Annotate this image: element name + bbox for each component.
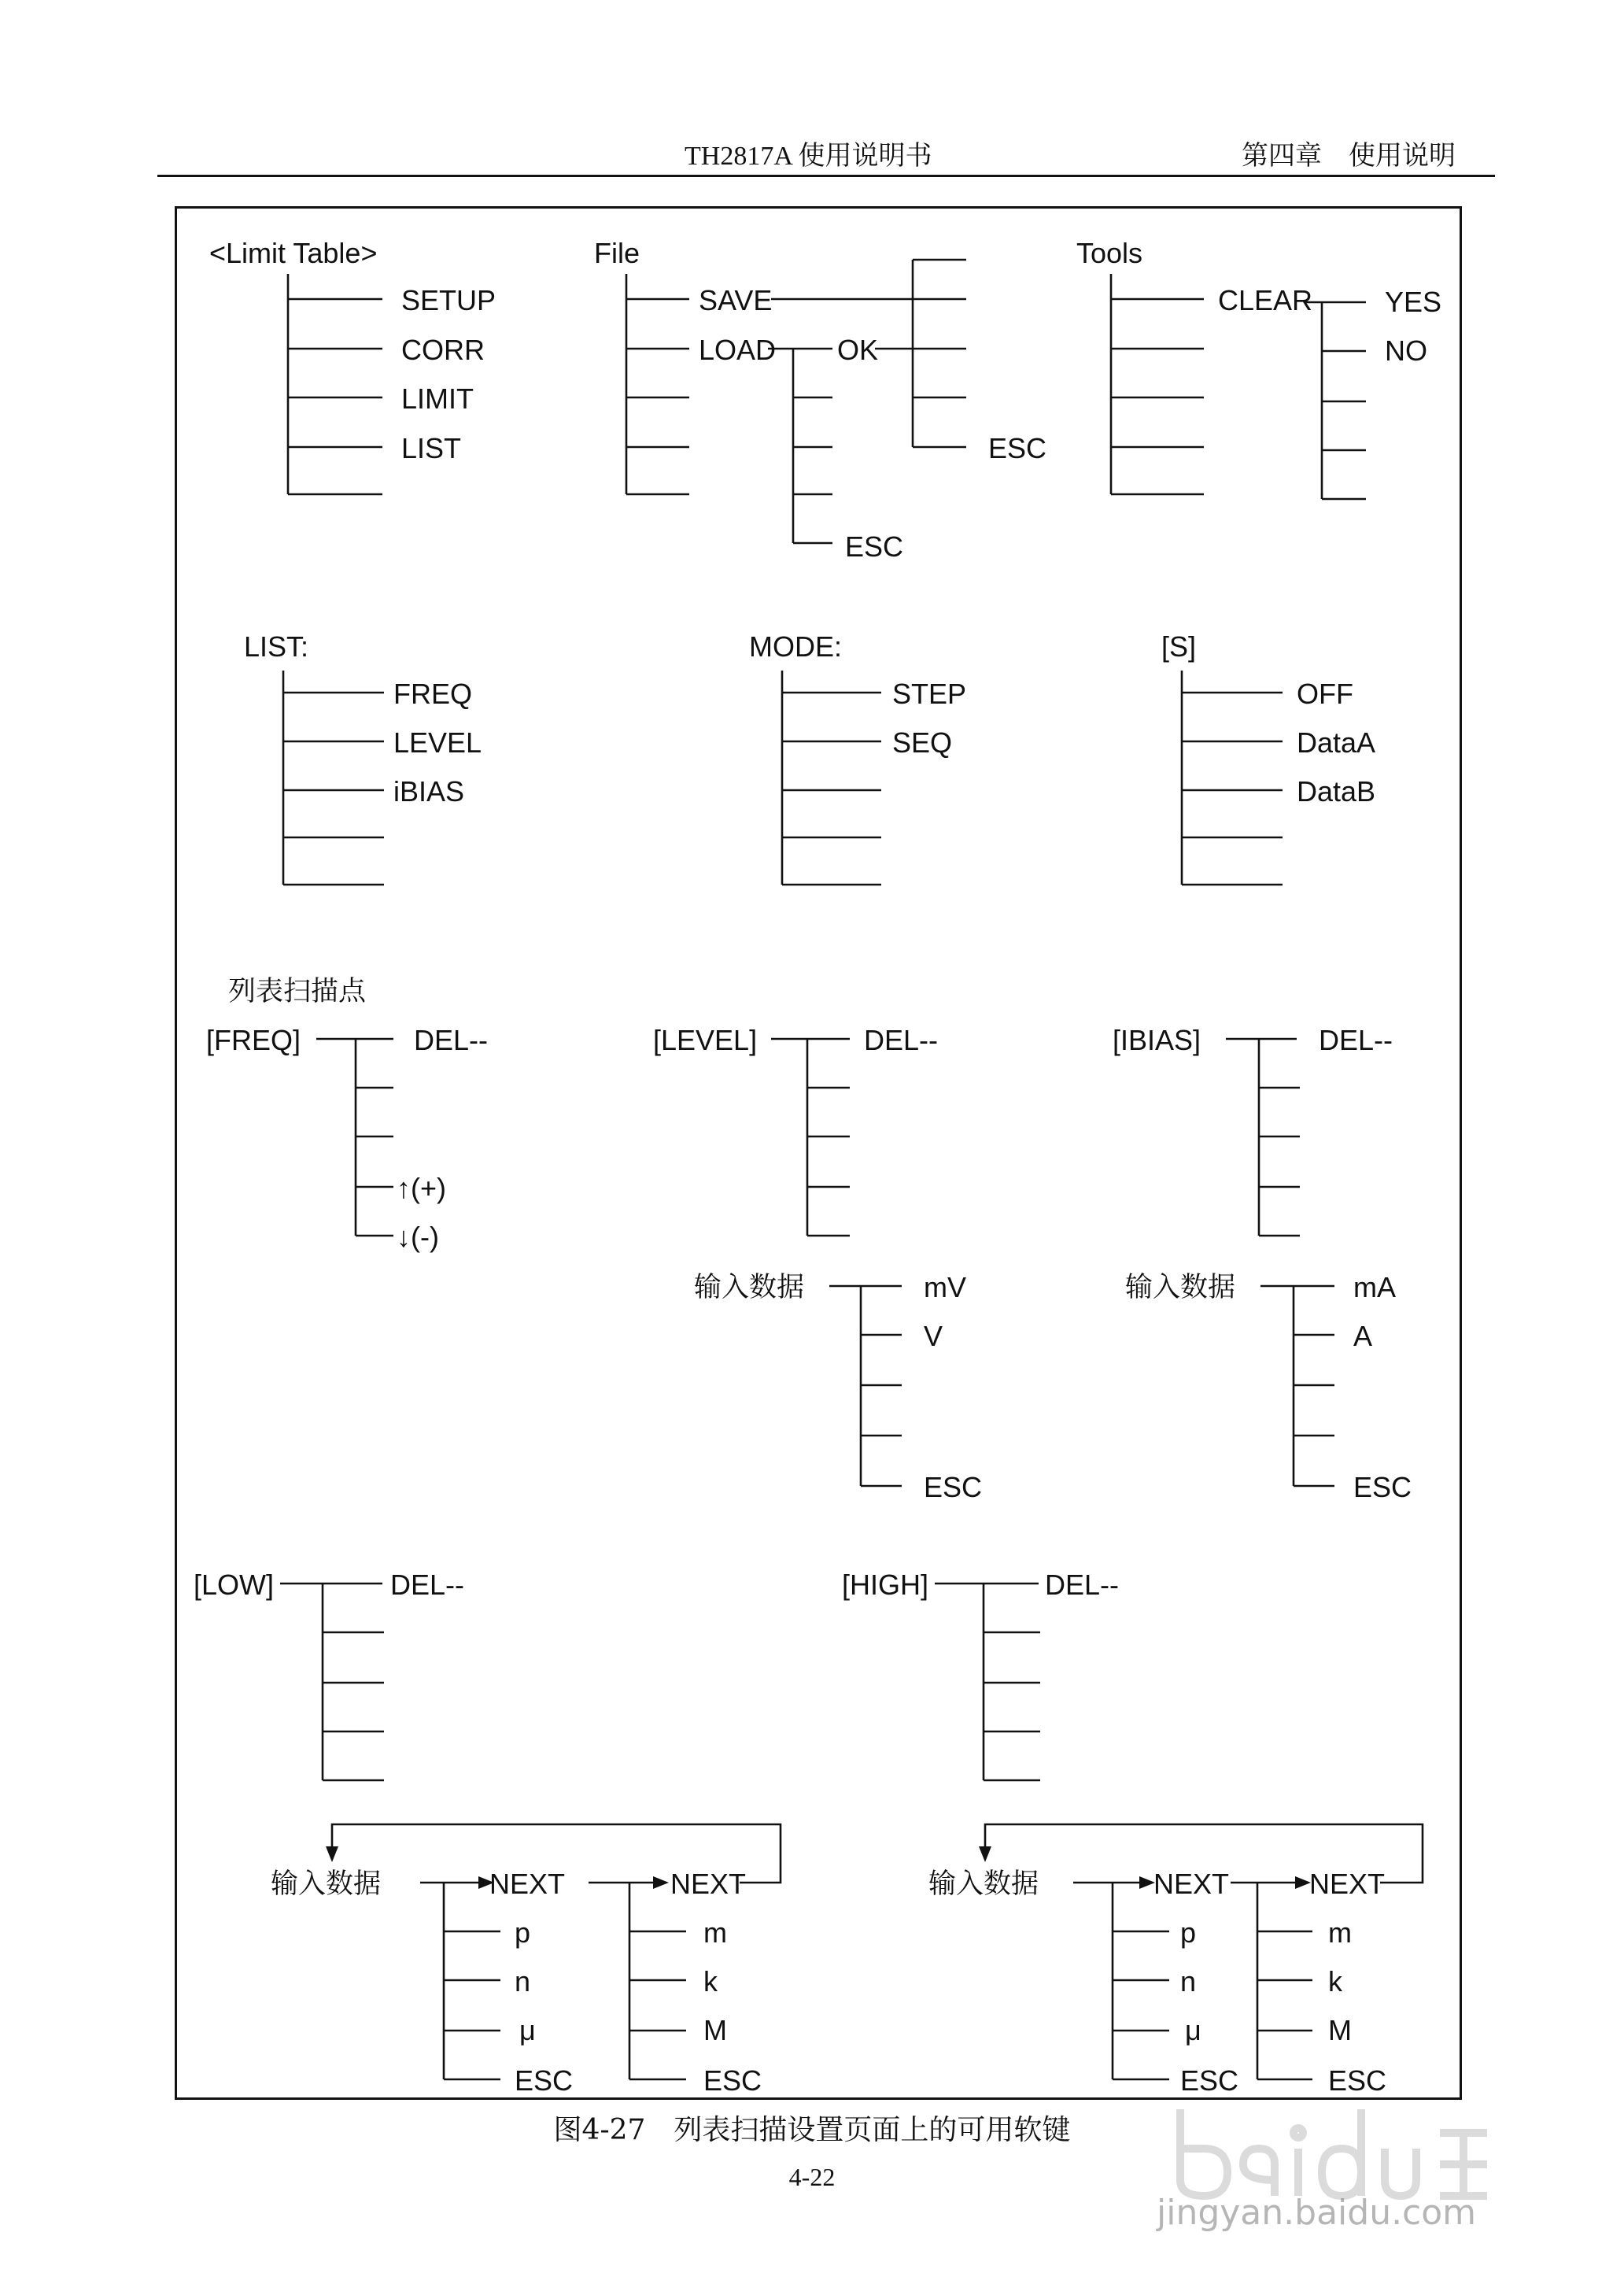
softkey-up: ↑(+) [397,1172,446,1204]
softkey-load: LOAD [699,334,777,366]
softkey-step: STEP [892,678,967,710]
tools-root: Tools [1076,237,1143,269]
softkey-freq: FREQ [393,678,473,710]
arrowhead-next-left-2 [653,1876,669,1889]
softkey-data-b: DataB [1297,775,1376,808]
softkey-ibias-del: DEL-- [1319,1024,1393,1056]
softkey-off: OFF [1297,678,1353,710]
softkey-seq: SEQ [892,726,953,759]
softkey-low-p: p [515,1916,531,1949]
softkey-v: V [924,1320,943,1352]
softkey-setup: SETUP [401,284,496,316]
softkey-high-mu: μ [1185,2014,1201,2046]
file-root: File [594,237,640,269]
softkey-ibias-esc: ESC [1353,1471,1412,1503]
softkey-file-esc-right: ESC [988,432,1047,464]
softkey-mv: mV [924,1271,966,1303]
level-input-data: 输入数据 [694,1272,805,1303]
softkey-low-k: k [703,1965,718,1998]
softkey-low-mu: μ [519,2014,536,2046]
page-number: 4-22 [788,2163,836,2191]
mode-root: MODE: [749,630,843,663]
softkey-low-n: n [515,1965,531,1998]
softkey-file-esc-bottom: ESC [845,530,904,563]
limit-table-root: <Limit Table> [209,237,378,269]
freq-bracket-root: [FREQ] [206,1024,301,1056]
softkey-no: NO [1385,334,1427,367]
softkey-yes: YES [1385,286,1442,318]
low-bracket-root: [LOW] [194,1569,275,1601]
softkey-limit: LIMIT [401,382,474,415]
softkey-list: LIST [401,432,462,464]
softkey-high-next-1: NEXT [1153,1868,1230,1900]
softkey-clear: CLEAR [1218,284,1313,316]
arrowhead-next-right-1 [1139,1876,1155,1889]
softkey-corr: CORR [401,334,485,366]
softkey-high-next-2: NEXT [1309,1868,1386,1900]
header-chapter: 第四章 使用说明 [1242,142,1456,171]
softkey-a: A [1353,1320,1373,1352]
softkey-level: LEVEL [393,726,482,759]
softkey-high-esc-2: ESC [1328,2064,1387,2097]
header-title: TH2817A 使用说明书 [685,142,932,171]
softkey-low-m: m [703,1916,727,1949]
watermark-url: jingyan.baidu.com [1157,2193,1477,2233]
softkey-low-del: DEL-- [390,1569,465,1601]
softkey-ma: mA [1353,1271,1396,1303]
softkey-low-next-1: NEXT [489,1868,566,1900]
arrowhead-down-right [979,1846,991,1862]
arrowhead-down-left [326,1846,338,1862]
softkey-high-esc-1: ESC [1180,2064,1239,2097]
softkey-ok: OK [837,334,879,366]
softkey-high-p: p [1180,1916,1197,1949]
softkey-high-del: DEL-- [1045,1569,1120,1601]
arrowhead-next-right-2 [1295,1876,1311,1889]
softkey-level-del: DEL-- [864,1024,939,1056]
softkey-freq-del: DEL-- [414,1024,489,1056]
softkey-high-k: k [1328,1965,1342,1998]
level-bracket-root: [LEVEL] [653,1024,758,1056]
softkey-ibias: iBIAS [393,775,465,808]
softkey-low-next-2: NEXT [670,1868,747,1900]
high-bracket-root: [HIGH] [842,1569,929,1601]
softkey-level-esc: ESC [924,1471,983,1503]
softkey-down: ↓(-) [397,1221,439,1253]
ibias-input-data: 输入数据 [1125,1272,1236,1303]
list-root: LIST: [244,630,309,663]
softkey-save: SAVE [699,284,773,316]
softkey-high-M: M [1328,2014,1352,2046]
figure-caption: 图4-27 列表扫描设置页面上的可用软键 [553,2114,1071,2146]
high-input-data: 输入数据 [928,1868,1039,1900]
s-root: [S] [1161,630,1197,663]
softkey-low-esc-1: ESC [515,2064,574,2097]
softkey-high-m: m [1328,1916,1352,1949]
softkey-high-n: n [1180,1965,1197,1998]
list-points-heading: 列表扫描点 [228,976,367,1007]
softkey-data-a: DataA [1297,726,1376,759]
ibias-bracket-root: [IBIAS] [1113,1024,1201,1056]
softkey-low-esc-2: ESC [703,2064,762,2097]
low-input-data: 输入数据 [271,1868,382,1900]
softkey-low-M: M [703,2014,727,2046]
